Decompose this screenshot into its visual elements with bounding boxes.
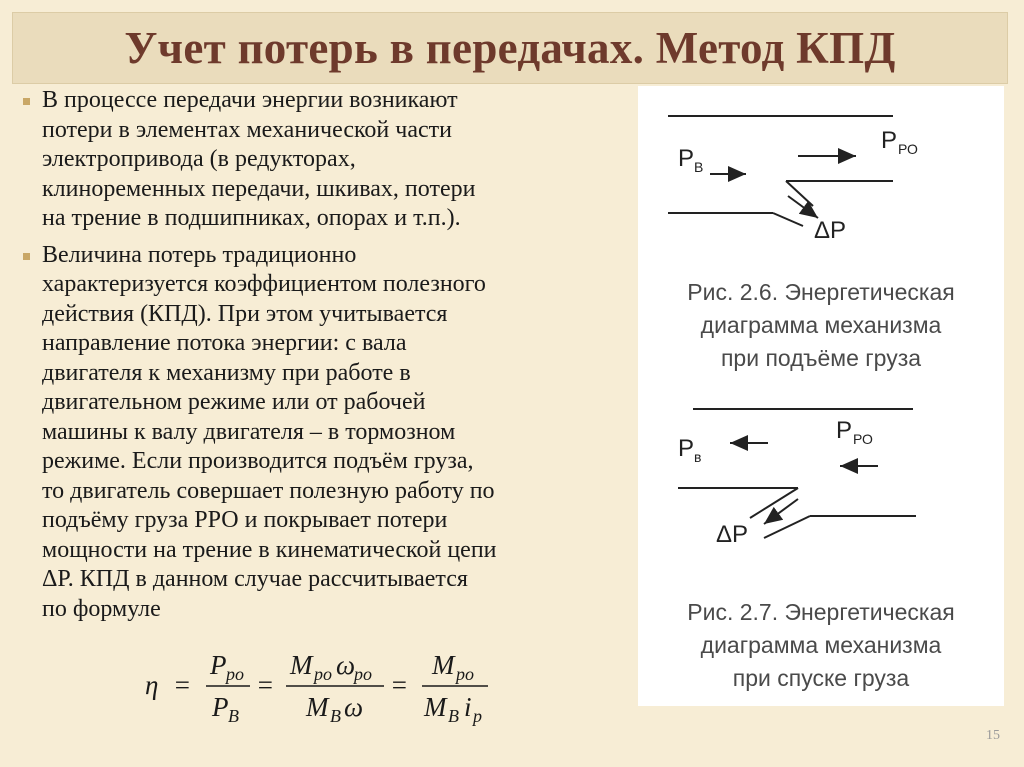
diagram-lowering [678, 409, 916, 548]
caption-fig-2-7 [638, 596, 1004, 695]
formula-equals: = [390, 670, 409, 700]
diagram-lifting [668, 116, 918, 244]
caption-fig-2-6 [638, 276, 1004, 375]
bullet-icon [22, 86, 36, 116]
formula-sub: В [228, 706, 239, 726]
formula-p-v: P [212, 692, 229, 722]
formula-m-ro: M [432, 650, 455, 680]
label-pv: Р [678, 435, 695, 462]
caption-line: при подъёме груза [720, 345, 922, 371]
formula-sub: В [448, 706, 459, 726]
text-line: мощности на трение в кинематической цепи [42, 536, 497, 563]
formula-eta: η [145, 670, 159, 700]
text-line: ΔР. КПД в данном случае рассчитывается [42, 566, 468, 592]
label-pro-sub: РО [898, 141, 918, 157]
label-pv: Р [678, 145, 695, 172]
paragraph-losses [22, 86, 632, 234]
text-line: на трение в подшипниках, опорах и т.п.). [42, 205, 461, 231]
caption-line: диаграмма механизма [700, 632, 942, 658]
caption-line: Рис. 2.7. Энергетическая [687, 599, 955, 625]
label-delta-p: ΔР [814, 217, 847, 244]
text-line: то двигатель совершает полезную работу по [42, 477, 495, 504]
formula-p-ro: P [210, 650, 227, 680]
label-pv-sub: В [694, 159, 704, 175]
text-line: режиме. Если производится подъём груза, [42, 448, 474, 474]
formula-sub: ро [314, 664, 332, 684]
loss-channel-line [750, 488, 798, 518]
text-line: действия (КПД). При этом учитывается [42, 300, 448, 327]
label-pro: Р [836, 417, 853, 444]
slide-title: Учет потерь в передачах. Метод КПД [124, 23, 896, 73]
text-line: электропривода (в редукторах, [42, 146, 356, 172]
formula-m-v: M [306, 692, 329, 722]
paragraph-efficiency [22, 241, 632, 625]
caption-line: при спуске груза [732, 665, 910, 691]
formula-equals: = [173, 670, 192, 700]
formula-sub: В [330, 706, 341, 726]
formula-i: i [464, 692, 472, 722]
text-line: характеризуется коэффициентом полезного [42, 271, 486, 297]
paragraph-text [42, 86, 632, 234]
paragraph-text [42, 241, 632, 625]
text-line: направление потока энергии: с вала [42, 330, 407, 356]
caption-line: диаграмма механизма [700, 312, 942, 338]
text-line: подъёму груза РРО и покрывает потери [42, 507, 448, 533]
text-line: потери в элементах механической части [42, 116, 452, 143]
arrow-loss-icon [788, 196, 818, 218]
formula-omega-ro: ω [336, 650, 356, 680]
bullet-icon [22, 241, 36, 271]
caption-line: Рис. 2.6. Энергетическая [687, 279, 955, 305]
formula-m-v: M [424, 692, 447, 722]
text-line: машины к валу двигателя – в тормозном [42, 418, 456, 445]
text-line: двигателя к механизму при работе в [42, 359, 411, 386]
formula-sub: ро [226, 664, 244, 684]
formula-m-ro: M [290, 650, 313, 680]
loss-channel-line [773, 213, 803, 226]
title-bar [12, 12, 1008, 84]
formula-sub: р [473, 706, 482, 726]
efficiency-formula [140, 640, 520, 730]
text-line: В процессе передачи энергии возникают [42, 87, 458, 113]
text-line: двигательном режиме или от рабочей [42, 389, 426, 415]
formula-sub: ро [456, 664, 474, 684]
label-pro: Р [881, 127, 898, 154]
label-delta-p: ΔР [716, 521, 749, 548]
formula-equals: = [256, 670, 275, 700]
text-line: Величина потерь традиционно [42, 241, 357, 268]
formula-omega: ω [344, 692, 364, 722]
page-number: 15 [986, 728, 1000, 743]
text-line: клиноременных передачи, шкивах, потери [42, 175, 476, 202]
body-text [22, 86, 632, 631]
formula-sub: ро [354, 664, 372, 684]
energy-diagrams-panel [638, 86, 1004, 706]
label-pro-sub: РО [853, 431, 873, 447]
label-pv-sub: в [694, 449, 702, 465]
arrow-loss-icon [764, 499, 798, 524]
text-line: по формуле [42, 595, 161, 622]
loss-channel-line [786, 181, 813, 206]
